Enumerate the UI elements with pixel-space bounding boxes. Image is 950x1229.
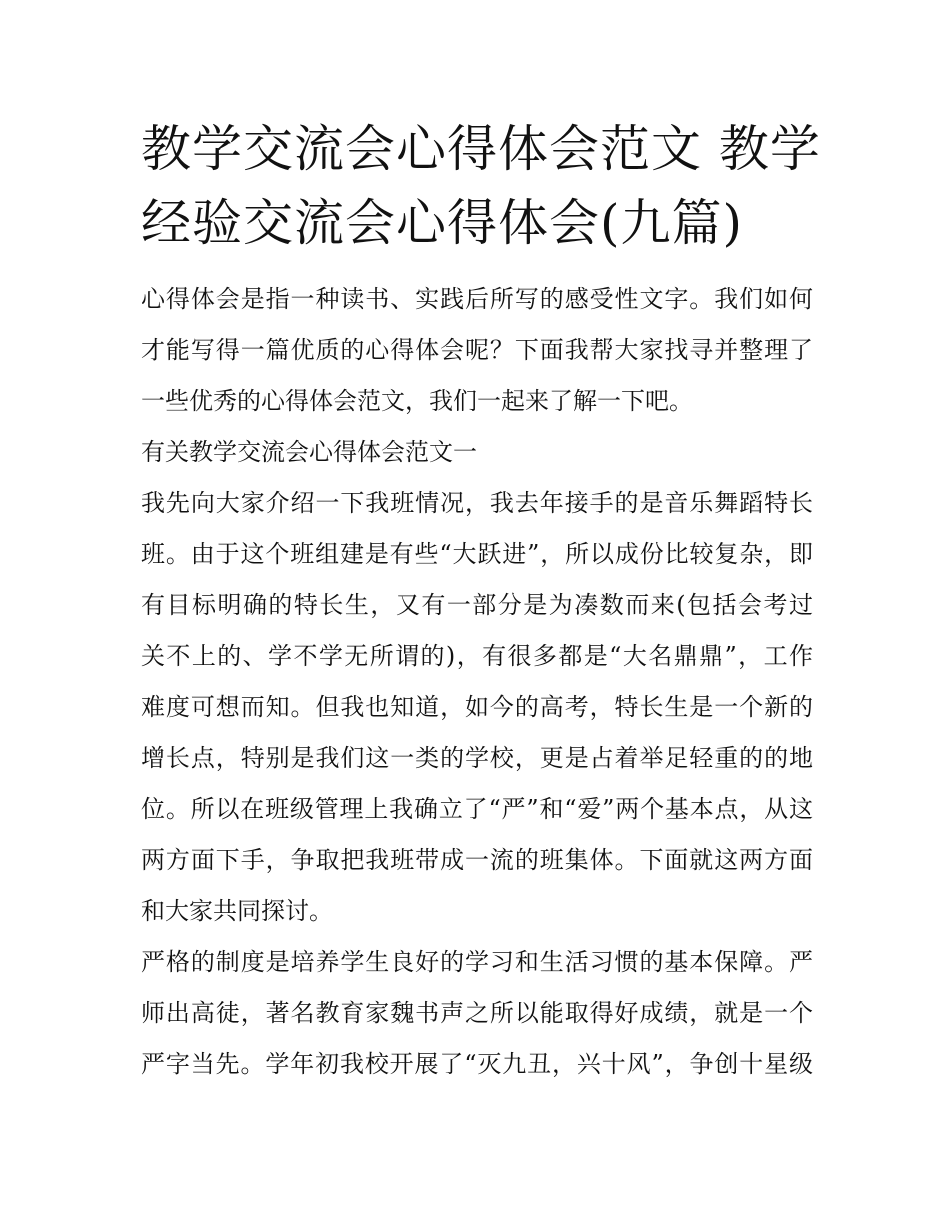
title-line: 经验交流会心得体会(九篇) — [141, 194, 744, 252]
intro-paragraph — [141, 274, 813, 427]
text-line: 难度可想而知。但我也知道，如今的高考，特长生是一个新的 — [141, 693, 813, 721]
body-paragraph — [141, 937, 813, 1090]
text-line: 师出高徒，著名教育家魏书声之所以能取得好成绩，就是一个 — [141, 999, 813, 1027]
text-line: 才能写得一篇优质的心得体会呢？下面我帮大家找寻并整理了 — [141, 336, 813, 364]
document-page — [141, 112, 821, 1090]
text-line: 位。所以在班级管理上我确立了“严”和“爱”两个基本点，从这 — [141, 795, 813, 823]
body-paragraph — [141, 478, 813, 937]
title-line: 教学交流会心得体会范文 教学 — [141, 120, 821, 178]
text-line: 有关教学交流会心得体会范文一 — [141, 438, 477, 466]
text-line: 增长点，特别是我们这一类的学校，更是占着举足轻重的的地 — [141, 744, 813, 772]
text-line: 严格的制度是培养学生良好的学习和生活习惯的基本保障。严 — [141, 948, 813, 976]
text-line: 我先向大家介绍一下我班情况，我去年接手的是音乐舞蹈特长 — [141, 489, 813, 517]
text-line: 严字当先。学年初我校开展了“灭九丑，兴十风”，争创十星级 — [141, 1050, 813, 1078]
text-line: 心得体会是指一种读书、实践后所写的感受性文字。我们如何 — [141, 285, 813, 313]
text-line: 和大家共同探讨。 — [141, 897, 333, 925]
text-line: 班。由于这个班组建是有些“大跃进”，所以成份比较复杂，即 — [141, 540, 813, 568]
text-line: 关不上的、学不学无所谓的)，有很多都是“大名鼎鼎”，工作 — [141, 642, 813, 670]
text-line: 两方面下手，争取把我班带成一流的班集体。下面就这两方面 — [141, 846, 813, 874]
section-heading — [141, 427, 813, 478]
document-title — [141, 112, 821, 260]
text-line: 一些优秀的心得体会范文，我们一起来了解一下吧。 — [141, 387, 693, 415]
text-line: 有目标明确的特长生，又有一部分是为凑数而来(包括会考过 — [141, 591, 813, 619]
